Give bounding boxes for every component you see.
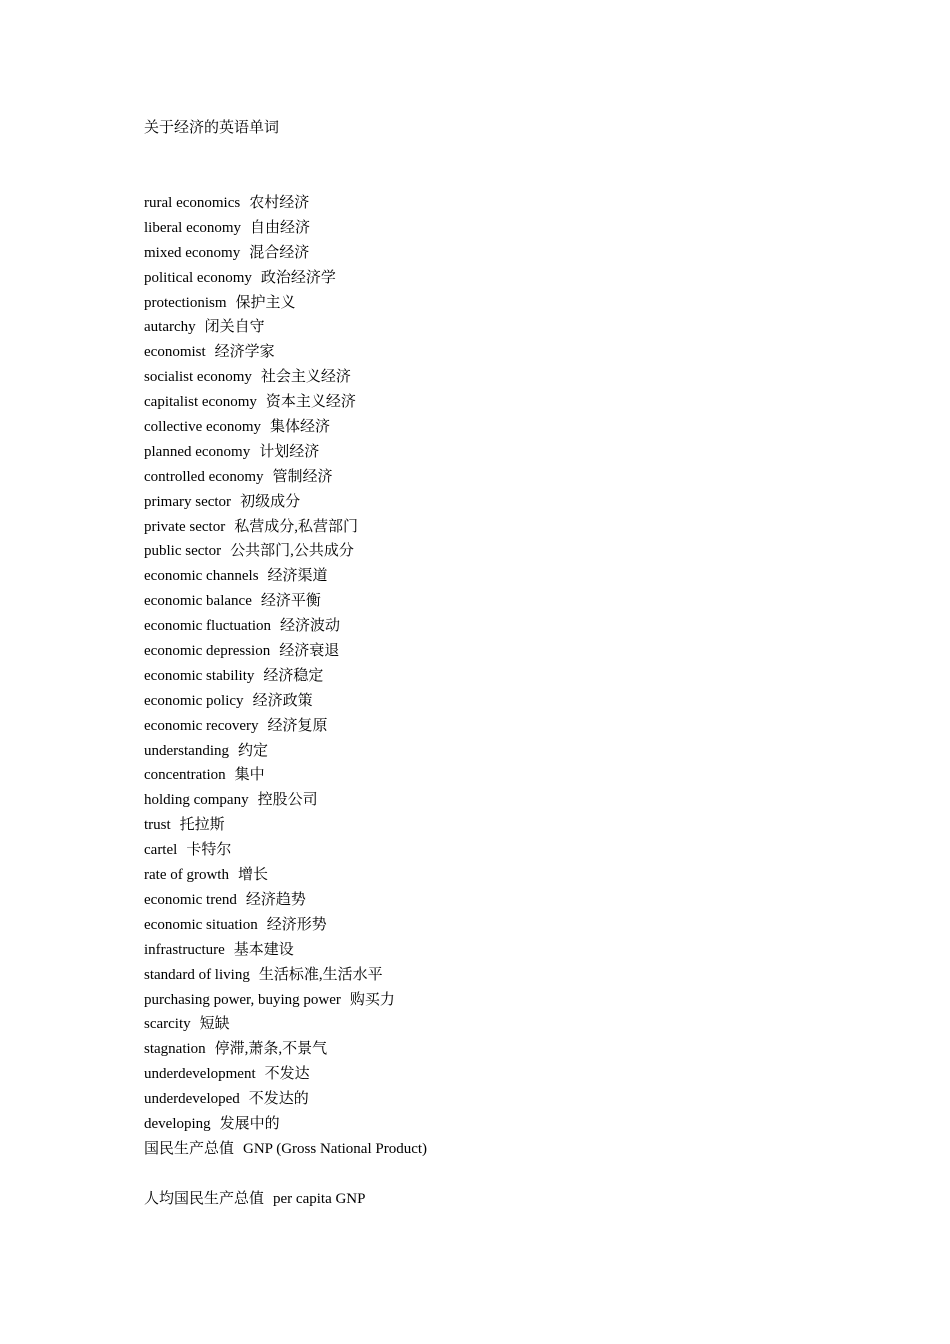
vocabulary-entry — [144, 1013, 427, 1038]
entry-translation: 购买力 — [349, 991, 395, 1008]
vocabulary-entry — [144, 889, 427, 914]
entry-term: scarcity — [144, 1016, 191, 1033]
vocabulary-entry — [144, 989, 427, 1014]
entry-term: standard of living — [144, 966, 250, 983]
entry-translation: 私营成分,私营部门 — [234, 518, 358, 535]
entry-translation: 经济平衡 — [260, 593, 321, 610]
entry-term: economic trend — [144, 891, 237, 908]
vocabulary-entry — [144, 192, 427, 217]
entry-translation: 混合经济 — [249, 244, 310, 261]
entry-translation: 自由经济 — [250, 219, 311, 236]
entry-term: autarchy — [144, 319, 196, 336]
entry-term: political economy — [144, 269, 252, 286]
vocabulary-entry — [144, 292, 427, 317]
vocabulary-entry — [144, 789, 427, 814]
entry-translation: 托拉斯 — [179, 817, 225, 834]
vocabulary-entry — [144, 1063, 427, 1088]
entry-translation: 经济衰退 — [279, 643, 340, 660]
vocabulary-entry — [144, 540, 427, 565]
entry-term: cartel — [144, 842, 178, 859]
entry-term: underdeveloped — [144, 1091, 240, 1108]
entry-translation: 经济趋势 — [245, 891, 306, 908]
entry-translation: 增长 — [237, 867, 268, 884]
entry-translation: 生活标准,生活水平 — [258, 966, 383, 983]
vocabulary-entry — [144, 1188, 427, 1213]
entry-term: 国民生产总值 — [144, 1140, 235, 1157]
vocabulary-entry — [144, 764, 427, 789]
entry-translation: 经济波动 — [280, 618, 341, 635]
vocabulary-entry — [144, 864, 427, 889]
vocabulary-entry — [144, 516, 427, 541]
vocabulary-entry — [144, 1113, 427, 1138]
entry-term: public sector — [144, 543, 222, 560]
vocabulary-entry — [144, 1138, 427, 1163]
vocabulary-entry — [144, 715, 427, 740]
entry-term: liberal economy — [144, 219, 242, 236]
vocabulary-entry — [144, 914, 427, 939]
vocabulary-entry — [144, 491, 427, 516]
entry-term: rural economics — [144, 195, 241, 211]
vocabulary-entry — [144, 1088, 427, 1113]
entry-term: socialist economy — [144, 369, 252, 386]
entry-term: developing — [144, 1115, 211, 1132]
entry-translation: 经济形势 — [266, 916, 327, 933]
vocabulary-entry — [144, 391, 427, 416]
vocabulary-entry — [144, 267, 427, 292]
entry-translation: 不发达的 — [248, 1091, 309, 1108]
entry-term: stagnation — [144, 1041, 206, 1058]
entry-term: underdevelopment — [144, 1066, 256, 1083]
entry-translation: 经济学家 — [214, 344, 275, 361]
vocabulary-entry — [144, 640, 427, 665]
entry-term: mixed economy — [144, 244, 241, 261]
vocabulary-entry — [144, 1038, 427, 1063]
entry-term: understanding — [144, 742, 229, 759]
entry-term: private sector — [144, 518, 226, 535]
entry-term: holding company — [144, 792, 249, 809]
entry-translation: 卡特尔 — [186, 842, 232, 859]
vocabulary-entry — [144, 217, 427, 242]
vocabulary-entry — [144, 964, 427, 989]
entry-term: economic situation — [144, 916, 258, 933]
entry-term: protectionism — [144, 294, 227, 311]
entry-term: economic policy — [144, 692, 244, 709]
entry-term: planned economy — [144, 443, 251, 460]
entry-term: purchasing power, buying power — [144, 991, 341, 1008]
entry-translation: 发展中的 — [219, 1115, 280, 1132]
entry-translation: 计划经济 — [259, 443, 320, 460]
entry-translation: 经济渠道 — [267, 568, 328, 585]
entry-translation: 停滞,萧条,不景气 — [214, 1041, 328, 1058]
vocabulary-entry — [144, 740, 427, 765]
entry-translation: 集中 — [234, 767, 265, 784]
entry-translation: 基本建设 — [233, 941, 294, 958]
entry-translation: 不发达 — [264, 1066, 310, 1083]
entry-term: economic stability — [144, 667, 255, 684]
entry-translation: 保护主义 — [235, 294, 296, 311]
entry-term: economic balance — [144, 593, 252, 610]
entry-translation: 社会主义经济 — [260, 369, 351, 386]
entry-translation: 短缺 — [199, 1016, 230, 1033]
vocabulary-entry — [144, 590, 427, 615]
entry-translation: 资本主义经济 — [265, 394, 356, 411]
entry-translation: GNP (Gross National Product) — [243, 1140, 428, 1157]
vocabulary-entry — [144, 839, 427, 864]
vocabulary-entry — [144, 939, 427, 964]
entry-term: controlled economy — [144, 468, 264, 485]
entry-translation: 政治经济学 — [260, 269, 336, 286]
entry-translation: 经济复原 — [267, 717, 328, 734]
entry-term: capitalist economy — [144, 394, 257, 411]
vocabulary-entry — [144, 814, 427, 839]
vocabulary-entry — [144, 341, 427, 366]
vocabulary-entry — [144, 665, 427, 690]
vocabulary-entry — [144, 690, 427, 715]
vocabulary-entry — [144, 615, 427, 640]
vocabulary-entry — [144, 466, 427, 491]
entry-term: collective economy — [144, 419, 262, 436]
entry-translation: 公共部门,公共成分 — [230, 543, 354, 560]
entry-term: primary sector — [144, 493, 232, 510]
vocabulary-entry — [144, 316, 427, 341]
entry-translation: 经济政策 — [252, 692, 313, 709]
entry-term: economic depression — [144, 643, 271, 660]
vocabulary-list — [144, 192, 427, 1213]
entry-translation: per capita GNP — [273, 1190, 366, 1207]
vocabulary-entry — [144, 441, 427, 466]
entry-term: infrastructure — [144, 941, 225, 958]
entry-translation: 初级成分 — [240, 493, 301, 510]
entry-translation: 闭关自守 — [204, 319, 265, 336]
vocabulary-entry — [144, 416, 427, 441]
entry-translation: 集体经济 — [270, 419, 331, 436]
entry-translation: 经济稳定 — [263, 667, 324, 684]
entry-term: economic channels — [144, 568, 259, 585]
entry-term: economist — [144, 344, 206, 361]
entry-term: economic fluctuation — [144, 618, 272, 635]
entry-term: 人均国民生产总值 — [144, 1190, 265, 1207]
entry-translation: 管制经济 — [272, 468, 333, 485]
vocabulary-entry — [144, 565, 427, 590]
entry-translation: 农村经济 — [249, 195, 310, 211]
entry-term: trust — [144, 817, 171, 834]
vocabulary-entry — [144, 242, 427, 267]
entry-translation: 约定 — [237, 742, 268, 759]
vocabulary-entry — [144, 366, 427, 391]
entry-translation: 控股公司 — [257, 792, 318, 809]
entry-term: concentration — [144, 767, 226, 784]
document-title: 关于经济的英语单词 — [144, 120, 280, 136]
entry-term: rate of growth — [144, 867, 229, 884]
entry-term: economic recovery — [144, 717, 259, 734]
